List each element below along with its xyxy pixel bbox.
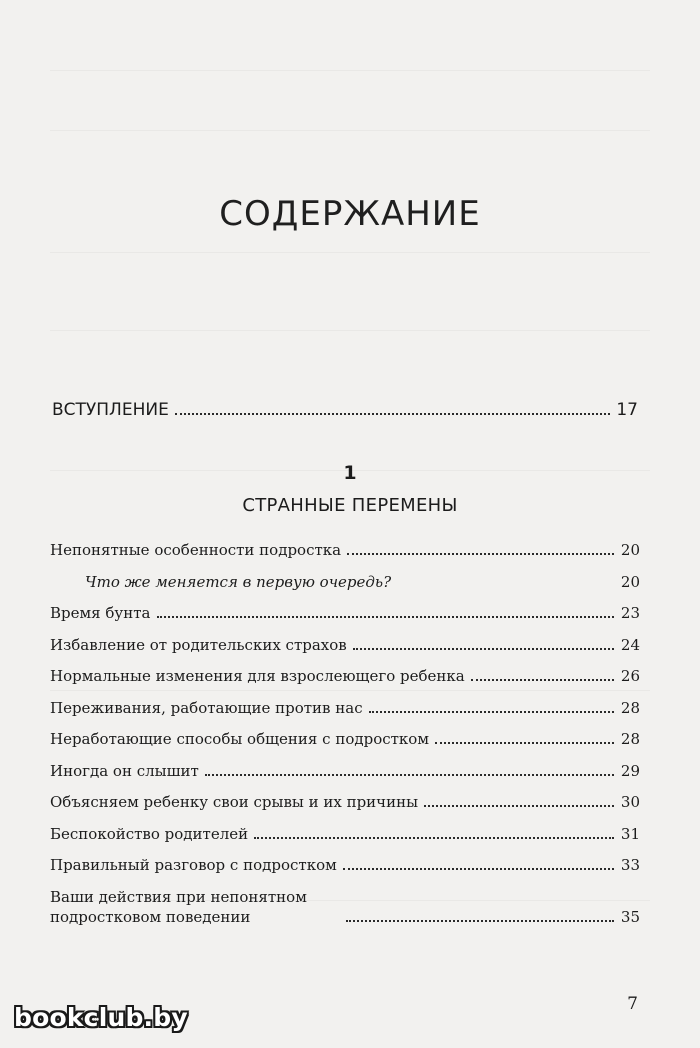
dot-leader	[424, 805, 614, 807]
toc-entry-page: 28	[620, 698, 640, 717]
toc-entry-label: Время бунта	[50, 604, 151, 622]
toc-entry[interactable]	[50, 855, 640, 875]
toc-entry-page: 24	[620, 635, 640, 654]
dot-leader	[353, 648, 614, 650]
toc-entry[interactable]	[50, 603, 640, 623]
toc-entry-page: 23	[620, 604, 640, 622]
toc-entry[interactable]	[50, 761, 640, 781]
toc-entry-label: Непонятные особенности подростка	[50, 541, 342, 559]
bleed-through-line	[50, 130, 650, 131]
toc-entry-page: 33	[620, 856, 640, 874]
chapter-number: 1	[343, 462, 357, 484]
toc-entry-page: 28	[620, 730, 640, 748]
toc-entry-page: 29	[620, 761, 640, 780]
dot-leader	[157, 616, 615, 618]
toc-entry-label: Правильный разговор с подростком	[50, 856, 337, 874]
toc-entry[interactable]	[50, 540, 640, 560]
dot-leader	[347, 553, 614, 555]
watermark: bookclub.by	[14, 1003, 188, 1032]
toc-entry-label: Беспокойство родителей	[50, 824, 249, 843]
toc-entry-page: 20	[620, 541, 640, 559]
toc-entry-page: 20	[620, 572, 640, 591]
toc-entry-page: 17	[616, 400, 638, 420]
toc-entry[interactable]	[50, 792, 640, 812]
dot-leader	[369, 711, 614, 713]
toc-entry-introduction[interactable]	[52, 400, 638, 420]
toc-list	[50, 540, 640, 938]
toc-entry[interactable]	[50, 729, 640, 749]
toc-entry[interactable]	[50, 666, 640, 686]
bleed-through-line	[50, 70, 650, 71]
toc-subentry[interactable]	[50, 572, 640, 592]
bleed-through-line	[50, 330, 650, 331]
page-title: СОДЕРЖАНИЕ	[219, 194, 481, 234]
toc-entry-label: Иногда он слышит	[50, 761, 199, 780]
toc-entry[interactable]	[50, 824, 640, 844]
toc-entry-page: 35	[620, 907, 640, 926]
bleed-through-line	[50, 252, 650, 253]
dot-leader	[471, 679, 614, 681]
toc-entry-label: Объясняем ребенку свои срывы и их причины	[50, 793, 419, 811]
toc-entry[interactable]	[50, 698, 640, 718]
page-number: 7	[627, 994, 638, 1014]
toc-entry-label: Избавление от родительских страхов	[50, 635, 347, 654]
toc-entry-page: 30	[620, 793, 640, 811]
toc-entry-page: 31	[620, 824, 640, 843]
toc-entry-page: 26	[620, 667, 640, 685]
toc-entry-label: ВСТУПЛЕНИЕ	[52, 400, 169, 420]
toc-entry-label: Ваши действия при непонятном подростковом поведении	[50, 887, 307, 926]
dot-leader	[435, 742, 614, 744]
toc-entry-label: Переживания, работающие против нас	[50, 698, 363, 717]
dot-leader	[346, 920, 614, 922]
toc-entry[interactable]	[50, 635, 640, 655]
dot-leader	[175, 413, 611, 415]
dot-leader	[254, 837, 614, 839]
toc-entry-label: Нормальные изменения для взрослеющего ребенка	[50, 667, 465, 685]
dot-leader	[343, 868, 614, 870]
dot-leader	[205, 774, 614, 776]
toc-entry-label: Неработающие способы общения с подростком	[50, 730, 429, 748]
chapter-title: СТРАННЫЕ ПЕРЕМЕНЫ	[242, 495, 458, 516]
toc-entry-label: Что же меняется в первую очередь?	[85, 572, 392, 591]
toc-entry[interactable]	[50, 887, 640, 927]
